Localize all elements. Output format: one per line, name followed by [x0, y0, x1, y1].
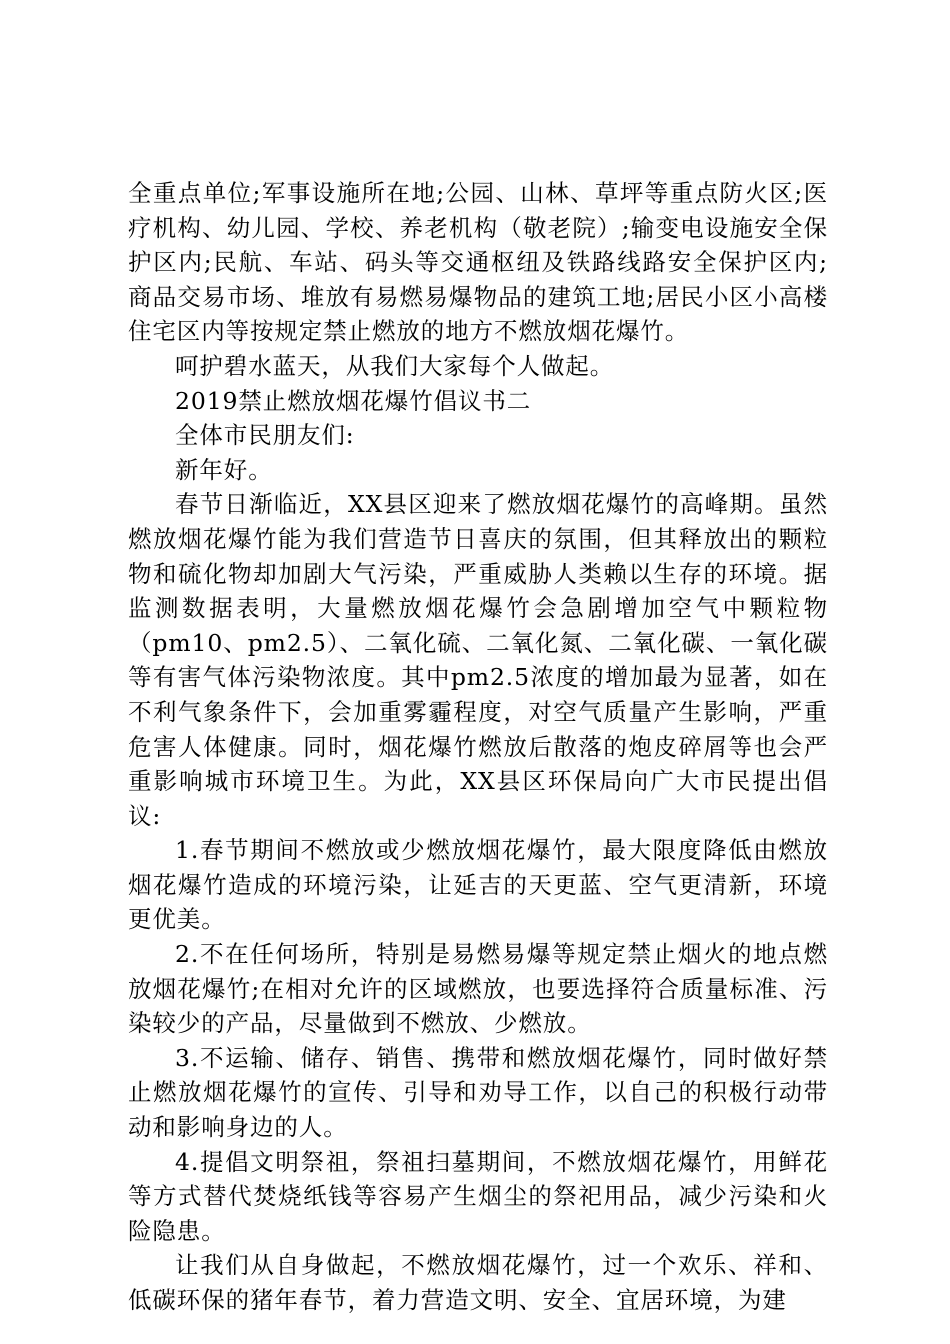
proposal-item-3: 3.不运输、储存、销售、携带和燃放烟花爆竹，同时做好禁止燃放烟花爆竹的宣传、引导和劝导工作，以自己的积极行动带动和影响身边的人。: [128, 1043, 828, 1142]
paragraph-continued-list: 全重点单位;军事设施所在地;公园、山林、草坪等重点防火区;医疗机构、幼儿园、学校、养老机构（敬老院）;输变电设施安全保护区内;民航、车站、码头等交通枢纽及铁路线路安全保护区内;商品交易市场、堆放有易燃易爆物品的建筑工地;居民小区小高楼住宅区内等按规定禁止燃放的地方不燃放烟花爆竹。: [128, 179, 828, 346]
paragraph-closing: 让我们从自身做起，不燃放烟花爆竹，过一个欢乐、祥和、低碳环保的猪年春节，着力营造文明、安全、宜居环境，为建: [128, 1251, 828, 1314]
proposal-item-2: 2.不在任何场所，特别是易燃易爆等规定禁止烟火的地点燃放烟花爆竹;在相对允许的区域燃放，也要选择符合质量标准、污染较少的产品，尽量做到不燃放、少燃放。: [128, 940, 828, 1038]
proposal-item-1: 1.春节期间不燃放或少燃放烟花爆竹，最大限度降低由燃放烟花爆竹造成的环境污染，让延吉的天更蓝、空气更清新，环境更优美。: [128, 836, 828, 934]
paragraph-intro: 春节日渐临近，XX县区迎来了燃放烟花爆竹的高峰期。虽然燃放烟花爆竹能为我们营造节日喜庆的氛围，但其释放出的颗粒物和硫化物却加剧大气污染，严重威胁人类赖以生存的环境。据监测数据表明，大量燃放烟花爆竹会急剧增加空气中颗粒物（pm10、pm2.5）、二氧化硫、二氧化氮、二氧化碳、一氧化碳等有害气体污染物浓度。其中pm2.5浓度的增加最为显著，如在不利气象条件下，会加重雾霾程度，对空气质量产生影响，严重危害人体健康。同时，烟花爆竹燃放后散落的炮皮碎屑等也会严重影响城市环境卫生。为此，XX县区环保局向广大市民提出倡议:: [128, 490, 828, 830]
proposal-item-4: 4.提倡文明祭祖，祭祖扫墓期间，不燃放烟花爆竹，用鲜花等方式替代焚烧纸钱等容易产生烟尘的祭祀用品，减少污染和火险隐患。: [128, 1147, 828, 1245]
section-title: 2019禁止燃放烟花爆竹倡议书二: [175, 386, 532, 415]
greeting: 新年好。: [175, 455, 273, 484]
salutation: 全体市民朋友们:: [175, 421, 355, 450]
paragraph-slogan: 呵护碧水蓝天，从我们大家每个人做起。: [175, 351, 615, 380]
document-body: [128, 176, 828, 1318]
